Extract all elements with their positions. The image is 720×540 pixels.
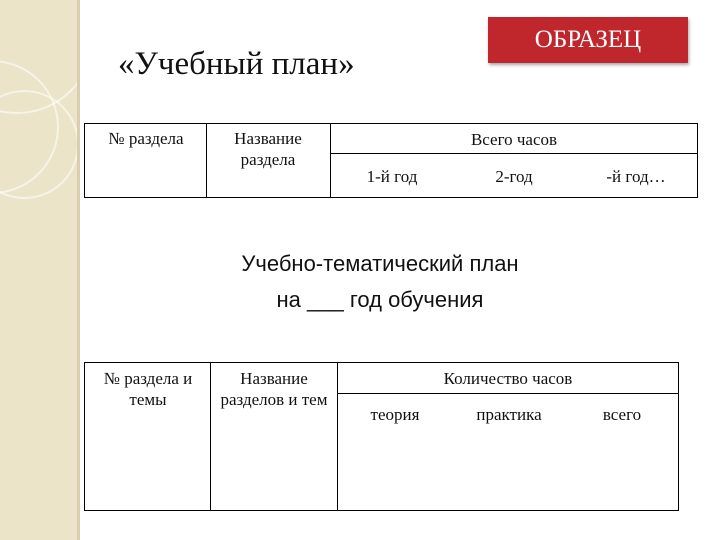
header-section-names: Название разделов и тем <box>220 369 328 409</box>
subheader-total: всего <box>602 405 642 424</box>
header-section-name: Название раздела <box>234 129 302 169</box>
decorative-side-strip <box>0 0 80 540</box>
thematic-plan-heading <box>85 246 675 318</box>
heading-line-1: Учебно-тематический план <box>241 251 519 276</box>
header-section-number: № раздела <box>108 129 184 148</box>
column-divider <box>206 124 207 197</box>
subheader-theory: теория <box>370 405 420 424</box>
subheader-year-n: -й год… <box>606 167 666 186</box>
study-plan-table <box>84 123 698 198</box>
subheader-year-1: 1-й год <box>366 167 418 186</box>
page-title: «Учебный план» <box>118 46 355 82</box>
row-divider <box>330 153 697 154</box>
subheader-practice: практика <box>476 405 542 424</box>
thematic-plan-table <box>84 362 679 511</box>
header-section-topic-number: № раздела и темы <box>103 369 193 409</box>
header-hours-count: Количество часов <box>443 369 573 388</box>
sample-badge: ОБРАЗЕЦ <box>488 17 688 63</box>
heading-line-2: на ___ год обучения <box>276 287 484 312</box>
header-total-hours: Всего часов <box>470 130 558 149</box>
row-divider <box>337 393 678 394</box>
strip-edge <box>77 0 80 540</box>
column-divider <box>210 363 211 510</box>
subheader-year-2: 2-год <box>495 167 533 186</box>
